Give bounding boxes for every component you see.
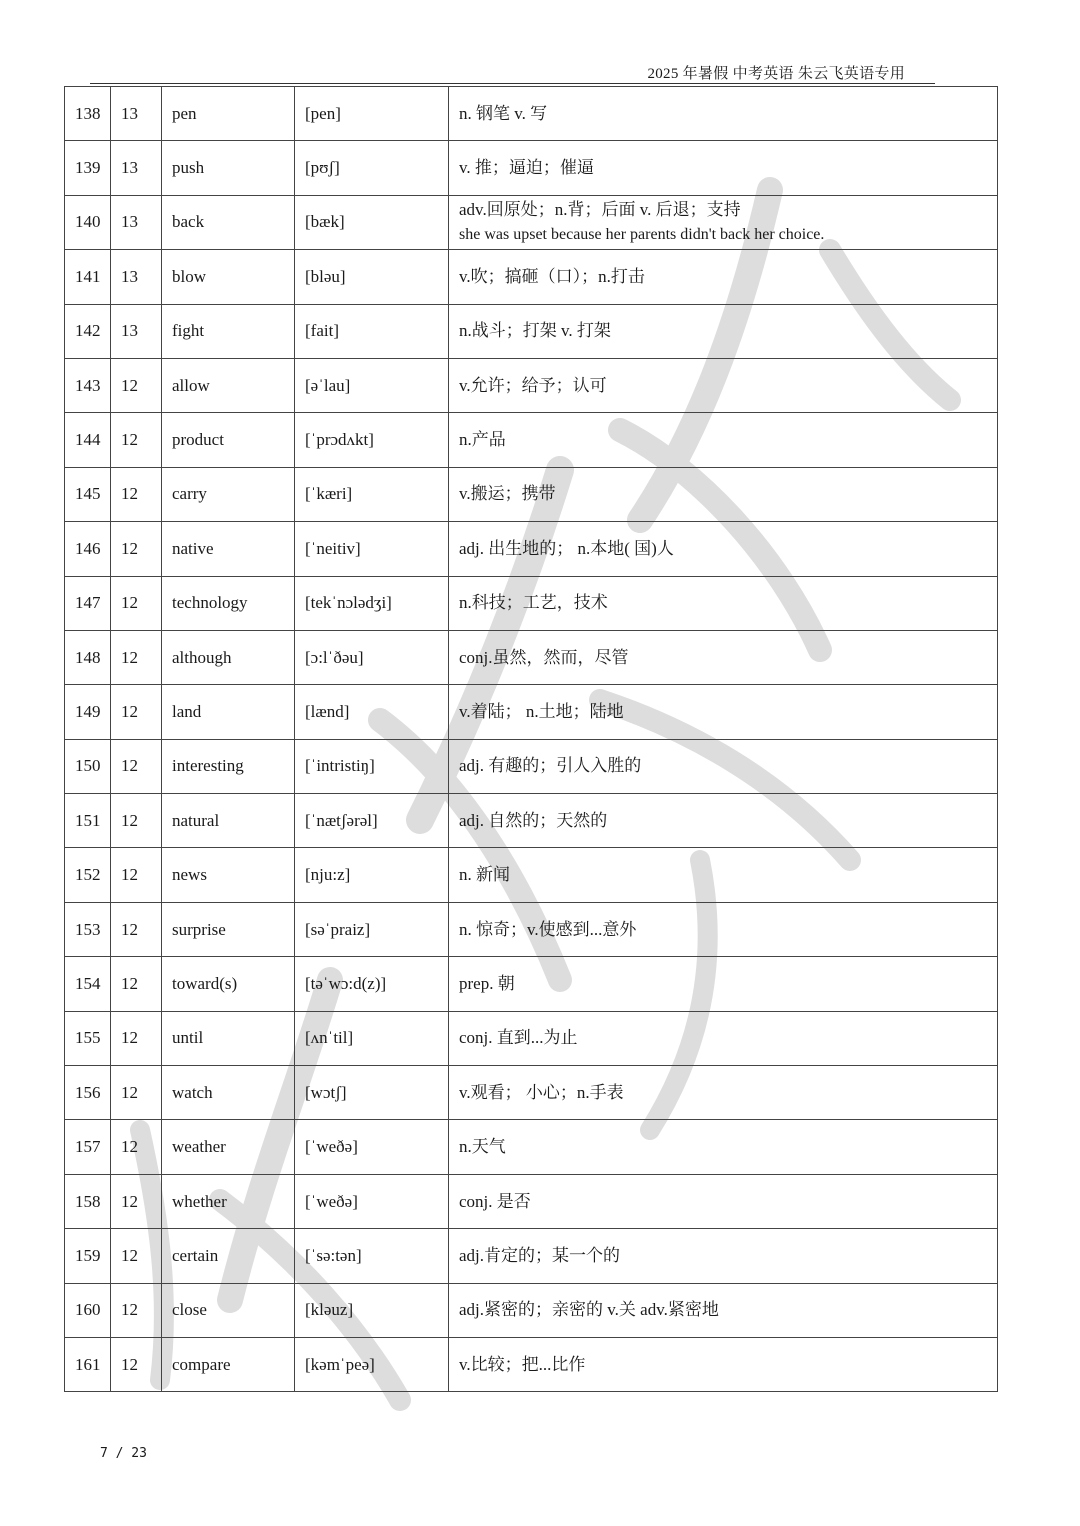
table-row (65, 902, 998, 956)
row-frequency (111, 1011, 162, 1065)
row-number-text: 146 (75, 538, 101, 558)
row-phonetic (295, 1120, 449, 1174)
table-row (65, 630, 998, 684)
row-number (65, 1011, 111, 1065)
row-phonetic-text: [ˈweðə] (305, 1137, 358, 1157)
row-meaning (449, 576, 998, 630)
row-meaning (449, 141, 998, 195)
row-phonetic-text: [ˈneitiv] (305, 538, 361, 558)
row-number-text: 142 (75, 321, 101, 341)
row-phonetic (295, 1283, 449, 1337)
row-frequency (111, 1283, 162, 1337)
row-frequency-text: 12 (121, 756, 138, 776)
row-meaning-text: adj.紧密的；亲密的 v.关 adv.紧密地 (459, 1300, 719, 1320)
row-frequency-text: 12 (121, 1137, 138, 1157)
row-word (162, 1066, 295, 1120)
row-meaning (449, 1229, 998, 1283)
vocabulary-table (64, 86, 998, 1392)
row-frequency (111, 467, 162, 521)
row-word (162, 794, 295, 848)
row-number-text: 149 (75, 701, 101, 721)
row-word-text: push (172, 158, 205, 178)
row-frequency-text: 12 (121, 1082, 138, 1102)
table-row (65, 467, 998, 521)
row-phonetic (295, 1066, 449, 1120)
row-number-text: 153 (75, 919, 101, 939)
row-meaning (449, 358, 998, 412)
row-phonetic-text: [bæk] (305, 212, 345, 232)
row-number (65, 358, 111, 412)
row-frequency-text: 12 (121, 538, 138, 558)
row-frequency-text: 12 (121, 701, 138, 721)
row-word (162, 1229, 295, 1283)
row-number-text: 143 (75, 375, 101, 395)
row-frequency (111, 739, 162, 793)
row-frequency-text: 12 (121, 430, 138, 450)
row-meaning (449, 250, 998, 304)
row-meaning (449, 467, 998, 521)
row-frequency (111, 413, 162, 467)
row-number-text: 144 (75, 430, 101, 450)
table-row (65, 1120, 998, 1174)
row-phonetic-text: [pen] (305, 103, 341, 123)
row-word-text: surprise (172, 919, 226, 939)
row-meaning-text: n.产品 (459, 430, 506, 450)
row-meaning-text: v.着陆； n.土地；陆地 (459, 701, 624, 721)
row-phonetic-text: [pʊʃ] (305, 158, 340, 178)
row-phonetic-text: [lænd] (305, 701, 350, 721)
row-phonetic (295, 739, 449, 793)
row-number (65, 848, 111, 902)
row-phonetic (295, 1174, 449, 1228)
row-frequency (111, 250, 162, 304)
row-phonetic (295, 848, 449, 902)
row-phonetic-text: [kəmˈpeə] (305, 1354, 375, 1374)
row-phonetic (295, 195, 449, 249)
row-meaning-text: n.科技；工艺，技术 (459, 593, 608, 613)
row-word (162, 1120, 295, 1174)
row-frequency-text: 12 (121, 1028, 138, 1048)
row-meaning-text: conj. 是否 (459, 1191, 531, 1211)
row-number (65, 1174, 111, 1228)
table-row (65, 141, 998, 195)
row-meaning (449, 1011, 998, 1065)
row-phonetic-text: [təˈwɔ:d(z)] (305, 973, 387, 993)
row-meaning-text: n.天气 (459, 1137, 506, 1157)
row-phonetic (295, 576, 449, 630)
row-meaning-text: v. 推；逼迫；催逼 (459, 158, 594, 178)
row-number-text: 148 (75, 647, 101, 667)
row-frequency-text: 13 (121, 103, 138, 123)
table-row (65, 522, 998, 576)
row-number-text: 158 (75, 1191, 101, 1211)
row-word-text: watch (172, 1082, 213, 1102)
row-word (162, 902, 295, 956)
row-meaning-text: conj.虽然，然而，尽管 (459, 647, 629, 667)
row-frequency-text: 12 (121, 484, 138, 504)
row-phonetic (295, 522, 449, 576)
row-frequency (111, 358, 162, 412)
row-meaning-text: v.观看； 小心；n.手表 (459, 1082, 624, 1102)
row-phonetic (295, 87, 449, 141)
row-meaning (449, 1066, 998, 1120)
row-number (65, 576, 111, 630)
table-row (65, 413, 998, 467)
row-word-text: compare (172, 1354, 231, 1374)
row-number (65, 467, 111, 521)
row-meaning (449, 685, 998, 739)
table-row (65, 87, 998, 141)
table-row (65, 1174, 998, 1228)
row-phonetic-text: [ʌnˈtil] (305, 1028, 354, 1048)
row-word-text: whether (172, 1191, 227, 1211)
row-example-sentence: she was upset because her parents didn't back her choice. (459, 226, 825, 244)
row-number-text: 159 (75, 1245, 101, 1265)
row-phonetic (295, 957, 449, 1011)
row-meaning-text: adj. 有趣的；引人入胜的 (459, 756, 642, 776)
row-phonetic (295, 1337, 449, 1391)
row-meaning-text: adv.回原处；n.背；后面 v. 后退；支持 (459, 200, 741, 220)
row-number (65, 1337, 111, 1391)
row-frequency-text: 12 (121, 973, 138, 993)
row-frequency-text: 12 (121, 647, 138, 667)
row-frequency (111, 87, 162, 141)
row-frequency (111, 630, 162, 684)
row-phonetic-text: [ˈsə:tən] (305, 1245, 362, 1265)
row-meaning-text: n. 新闻 (459, 865, 510, 885)
row-meaning (449, 1337, 998, 1391)
row-phonetic (295, 358, 449, 412)
row-word (162, 630, 295, 684)
row-meaning-text: v.允许；给予；认可 (459, 375, 607, 395)
row-frequency-text: 12 (121, 1245, 138, 1265)
row-number-text: 155 (75, 1028, 101, 1048)
row-word (162, 1174, 295, 1228)
row-meaning-text: n.战斗；打架 v. 打架 (459, 321, 611, 341)
row-frequency (111, 1229, 162, 1283)
row-frequency-text: 12 (121, 1354, 138, 1374)
row-number-text: 151 (75, 810, 101, 830)
row-meaning (449, 87, 998, 141)
row-frequency (111, 522, 162, 576)
row-phonetic (295, 1229, 449, 1283)
row-frequency (111, 576, 162, 630)
row-word-text: technology (172, 593, 248, 613)
row-word-text: land (172, 701, 202, 721)
row-meaning-text: v.吹；搞砸（口）；n.打击 (459, 266, 645, 286)
row-word (162, 358, 295, 412)
row-frequency (111, 957, 162, 1011)
row-word-text: certain (172, 1245, 219, 1265)
row-meaning (449, 794, 998, 848)
row-word-text: close (172, 1300, 207, 1320)
row-phonetic-text: [ˈkæri] (305, 484, 353, 504)
row-phonetic-text: [kləuz] (305, 1300, 354, 1320)
row-meaning (449, 957, 998, 1011)
row-number-text: 141 (75, 266, 101, 286)
row-phonetic-text: [nju:z] (305, 865, 351, 885)
row-number (65, 250, 111, 304)
row-frequency (111, 1337, 162, 1391)
table-row (65, 957, 998, 1011)
row-phonetic (295, 794, 449, 848)
table-row (65, 1011, 998, 1065)
table-row (65, 195, 998, 249)
row-phonetic-text: [fait] (305, 321, 339, 341)
table-row (65, 358, 998, 412)
row-number-text: 160 (75, 1300, 101, 1320)
row-frequency-text: 12 (121, 1191, 138, 1211)
row-word (162, 739, 295, 793)
row-word (162, 467, 295, 521)
row-meaning (449, 848, 998, 902)
row-meaning-text: n. 钢笔 v. 写 (459, 103, 548, 123)
table-row (65, 1066, 998, 1120)
row-number (65, 794, 111, 848)
header-divider (90, 83, 935, 84)
row-phonetic (295, 467, 449, 521)
row-word (162, 685, 295, 739)
row-phonetic (295, 413, 449, 467)
row-meaning-text: adj. 自然的；天然的 (459, 810, 608, 830)
row-number-text: 150 (75, 756, 101, 776)
row-meaning-text: n. 惊奇；v.使感到...意外 (459, 919, 637, 939)
row-word (162, 87, 295, 141)
row-frequency (111, 1066, 162, 1120)
table-row (65, 739, 998, 793)
row-frequency (111, 902, 162, 956)
row-number (65, 1283, 111, 1337)
row-word-text: native (172, 538, 214, 558)
row-word-text: although (172, 647, 232, 667)
row-meaning (449, 1283, 998, 1337)
row-meaning-text: v.搬运；携带 (459, 484, 556, 504)
row-word (162, 576, 295, 630)
row-number (65, 685, 111, 739)
row-frequency (111, 1174, 162, 1228)
row-phonetic-text: [ˈintristiŋ] (305, 756, 375, 776)
row-phonetic (295, 250, 449, 304)
table-row (65, 794, 998, 848)
row-phonetic-text: [ˈnætʃərəl] (305, 810, 378, 830)
row-phonetic (295, 902, 449, 956)
row-word-text: interesting (172, 756, 244, 776)
table-row (65, 848, 998, 902)
row-word (162, 522, 295, 576)
row-number (65, 1066, 111, 1120)
row-phonetic-text: [ˈweðə] (305, 1191, 358, 1211)
row-word (162, 250, 295, 304)
row-number-text: 147 (75, 593, 101, 613)
row-phonetic-text: [əˈlau] (305, 375, 351, 395)
row-word (162, 141, 295, 195)
row-word (162, 1011, 295, 1065)
row-phonetic-text: [ɔ:lˈðəu] (305, 647, 364, 667)
row-word-text: allow (172, 375, 210, 395)
row-number-text: 138 (75, 103, 101, 123)
table-row (65, 1337, 998, 1391)
row-number-text: 152 (75, 865, 101, 885)
row-frequency (111, 195, 162, 249)
row-frequency (111, 1120, 162, 1174)
row-number-text: 156 (75, 1082, 101, 1102)
row-meaning (449, 522, 998, 576)
row-number-text: 161 (75, 1354, 101, 1374)
row-frequency-text: 12 (121, 865, 138, 885)
row-frequency-text: 13 (121, 321, 138, 341)
row-phonetic-text: [səˈpraiz] (305, 919, 371, 939)
row-frequency (111, 304, 162, 358)
row-frequency-text: 13 (121, 266, 138, 286)
row-word-text: fight (172, 321, 205, 341)
row-meaning (449, 630, 998, 684)
row-number (65, 902, 111, 956)
table-row (65, 1283, 998, 1337)
row-word-text: blow (172, 266, 206, 286)
table-row (65, 576, 998, 630)
row-phonetic (295, 685, 449, 739)
row-frequency (111, 685, 162, 739)
row-word-text: product (172, 430, 224, 450)
row-word-text: news (172, 865, 207, 885)
row-number-text: 145 (75, 484, 101, 504)
row-word-text: weather (172, 1137, 226, 1157)
row-phonetic (295, 630, 449, 684)
row-frequency-text: 12 (121, 919, 138, 939)
row-number (65, 195, 111, 249)
row-meaning-text: adj.肯定的；某一个的 (459, 1245, 621, 1265)
row-word-text: natural (172, 810, 220, 830)
row-phonetic-text: [tekˈnɔlədʒi] (305, 593, 392, 613)
row-frequency-text: 12 (121, 1300, 138, 1320)
row-meaning-text: prep. 朝 (459, 973, 515, 993)
row-phonetic-text: [wɔtʃ] (305, 1082, 347, 1102)
row-word-text: back (172, 212, 205, 232)
row-frequency (111, 141, 162, 195)
row-word-text: toward(s) (172, 973, 238, 993)
row-number (65, 1229, 111, 1283)
page-header (90, 60, 935, 84)
row-frequency-text: 13 (121, 212, 138, 232)
row-meaning (449, 1174, 998, 1228)
row-meaning (449, 413, 998, 467)
row-meaning (449, 195, 998, 249)
table-row (65, 250, 998, 304)
row-word-text: carry (172, 484, 207, 504)
row-frequency-text: 12 (121, 593, 138, 613)
row-meaning-text: conj. 直到...为止 (459, 1028, 578, 1048)
row-word (162, 957, 295, 1011)
row-meaning-text: adj. 出生地的； n.本地( 国)人 (459, 538, 674, 558)
row-word (162, 413, 295, 467)
row-number (65, 413, 111, 467)
row-meaning (449, 304, 998, 358)
table-row (65, 1229, 998, 1283)
page-number: 7 / 23 (100, 1446, 147, 1461)
row-number-text: 139 (75, 158, 101, 178)
row-word (162, 304, 295, 358)
row-phonetic-text: [bləu] (305, 266, 346, 286)
row-word-text: pen (172, 103, 197, 123)
row-number (65, 522, 111, 576)
row-word (162, 195, 295, 249)
row-number (65, 739, 111, 793)
table-row (65, 304, 998, 358)
row-phonetic (295, 304, 449, 358)
row-number-text: 157 (75, 1137, 101, 1157)
row-phonetic (295, 1011, 449, 1065)
table-row (65, 685, 998, 739)
row-number-text: 140 (75, 212, 101, 232)
row-number (65, 1120, 111, 1174)
row-number (65, 141, 111, 195)
row-frequency-text: 13 (121, 158, 138, 178)
row-meaning-text: v.比较；把...比作 (459, 1354, 586, 1374)
row-number (65, 87, 111, 141)
row-frequency-text: 12 (121, 810, 138, 830)
row-word (162, 1337, 295, 1391)
row-number (65, 957, 111, 1011)
row-number (65, 304, 111, 358)
row-phonetic (295, 141, 449, 195)
row-number-text: 154 (75, 973, 101, 993)
row-meaning (449, 1120, 998, 1174)
row-phonetic-text: [ˈprɔdʌkt] (305, 430, 374, 450)
row-frequency-text: 12 (121, 375, 138, 395)
row-meaning (449, 902, 998, 956)
row-frequency (111, 794, 162, 848)
row-number (65, 630, 111, 684)
row-word (162, 1283, 295, 1337)
row-word-text: until (172, 1028, 204, 1048)
header-title: 2025 年暑假 中考英语 朱云飞英语专用 (647, 66, 905, 82)
row-frequency (111, 848, 162, 902)
row-meaning (449, 739, 998, 793)
row-word (162, 848, 295, 902)
